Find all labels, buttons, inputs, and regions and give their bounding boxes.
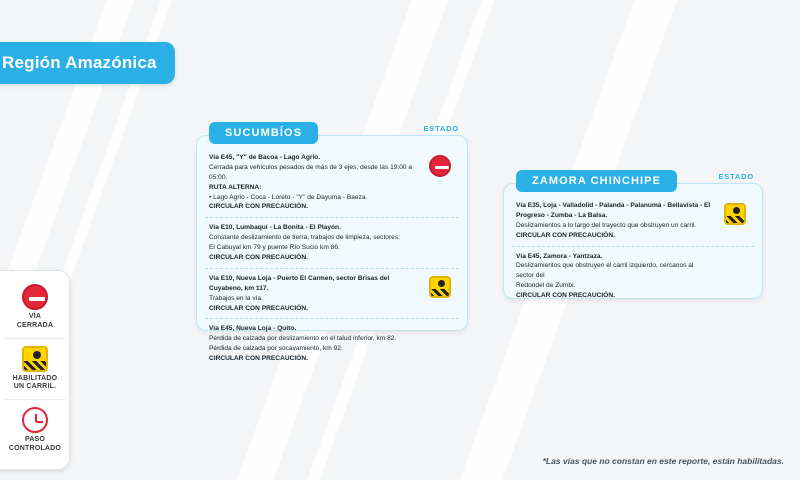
habilitado-un-carril-icon xyxy=(724,203,746,225)
estado-column-header: ESTADO xyxy=(423,124,459,133)
province-entries xyxy=(205,148,459,363)
road-entry xyxy=(512,247,754,306)
road-name: Vía E45, Nueva Loja - Quito. xyxy=(209,325,297,333)
road-name: Vía E10, Nueva Loja - Puerto El Carmen, sector Brisas del Cuyabeno, km 117. xyxy=(209,274,390,292)
road-entry xyxy=(205,269,459,320)
legend-label: PASO CONTROLADO xyxy=(8,436,62,452)
via-cerrada-icon xyxy=(22,284,48,310)
road-name: Vía E45, "Y" de Bacoa - Lago Agrio. xyxy=(209,154,321,161)
road-detail-line: CIRCULAR CON PRECAUCIÓN. xyxy=(516,231,615,239)
road-detail-line: Deslizamientos que obstruyen el carril izquierdo, cercanos al sector del xyxy=(516,262,694,280)
road-entry-status xyxy=(423,274,457,298)
legend-item-habilitado-un-carril xyxy=(5,339,65,401)
road-entry xyxy=(205,319,459,369)
legend-label: VÍA CERRADA xyxy=(16,313,54,329)
via-cerrada-icon xyxy=(429,155,451,177)
footnote: *Las vías que no constan en este reporte, están habilitadas. xyxy=(542,456,784,466)
road-detail-line: Pérdida de calzada por socavamiento, km 92. xyxy=(209,345,343,353)
legend-item-via-cerrada xyxy=(5,277,65,339)
legend-panel xyxy=(0,270,70,470)
province-card-zamora-chinchipe xyxy=(503,172,763,300)
road-detail-line: CIRCULAR CON PRECAUCIÓN. xyxy=(209,355,308,363)
road-detail-line: CIRCULAR CON PRECAUCIÓN. xyxy=(209,203,308,211)
road-entry-text xyxy=(209,223,423,263)
road-name: Vía E10, Lumbaquí - La Bonita - El Playón. xyxy=(209,224,341,232)
road-name: Vía E45, Zamora - Yantzaza. xyxy=(516,252,603,260)
road-entry-text xyxy=(209,274,423,314)
road-detail-line: Deslizamientos a lo largo del trayecto que obstruyen un carril. xyxy=(516,221,697,229)
province-title: ZAMORA CHINCHIPE xyxy=(516,170,677,192)
paso-controlado-icon xyxy=(22,407,48,433)
road-detail-line: Cerrada para vehículos pesados de más de 3 ejes, desde las 19:00 a 05:00. xyxy=(209,163,413,181)
legend-label: HABILITADO UN CARRIL. xyxy=(12,374,58,391)
road-detail-line: CIRCULAR CON PRECAUCIÓN. xyxy=(209,304,308,312)
road-entry-text xyxy=(516,201,718,241)
road-entry xyxy=(205,148,459,218)
road-entry-status xyxy=(718,201,752,225)
habilitado-un-carril-icon xyxy=(22,346,48,372)
road-entry-status xyxy=(718,252,752,254)
road-detail-line: Trabajos en la vía. xyxy=(209,294,263,302)
region-title: Región Amazónica xyxy=(0,42,175,84)
road-detail-line: Pérdida de calzada por deslizamiento en el talud inferior, km 82. xyxy=(209,335,397,343)
road-detail-line: Constante deslizamiento de tierra, trabajos de limpieza, sectores: xyxy=(209,234,400,242)
road-detail-line: CIRCULAR CON PRECAUCIÓN. xyxy=(516,292,615,300)
road-detail-line: • Lago Agrio - Coca - Loreto - "Y" de Dayuma - Baeza. xyxy=(209,193,368,201)
road-entry-status xyxy=(423,153,457,177)
road-entry-text xyxy=(516,252,718,301)
road-entry-text xyxy=(209,153,423,212)
road-entry-text xyxy=(209,324,423,364)
estado-column-header: ESTADO xyxy=(718,172,754,181)
road-entry-status xyxy=(423,324,457,326)
road-entry-status xyxy=(423,223,457,225)
road-detail-line: RUTA ALTERNA: xyxy=(209,183,262,191)
habilitado-un-carril-icon xyxy=(429,276,451,298)
province-entries xyxy=(512,196,754,300)
province-title: SUCUMBÍOS xyxy=(209,122,318,144)
road-entry xyxy=(512,196,754,247)
legend-item-paso-controlado xyxy=(5,400,65,461)
road-detail-line: Redondel de Zumbi. xyxy=(516,282,576,290)
province-card-sucumbios xyxy=(196,124,468,363)
road-detail-line: CIRCULAR CON PRECAUCIÓN. xyxy=(209,254,308,262)
road-detail-line: El Cabuyal km 79 y puente Río Sucio km 86. xyxy=(209,244,340,252)
road-entry xyxy=(205,218,459,269)
road-name: Vía E35, Loja - Valladolid - Palanda - Palanumá - Bellavista - El Progreso - Zumba - La Balsa. xyxy=(516,202,711,219)
